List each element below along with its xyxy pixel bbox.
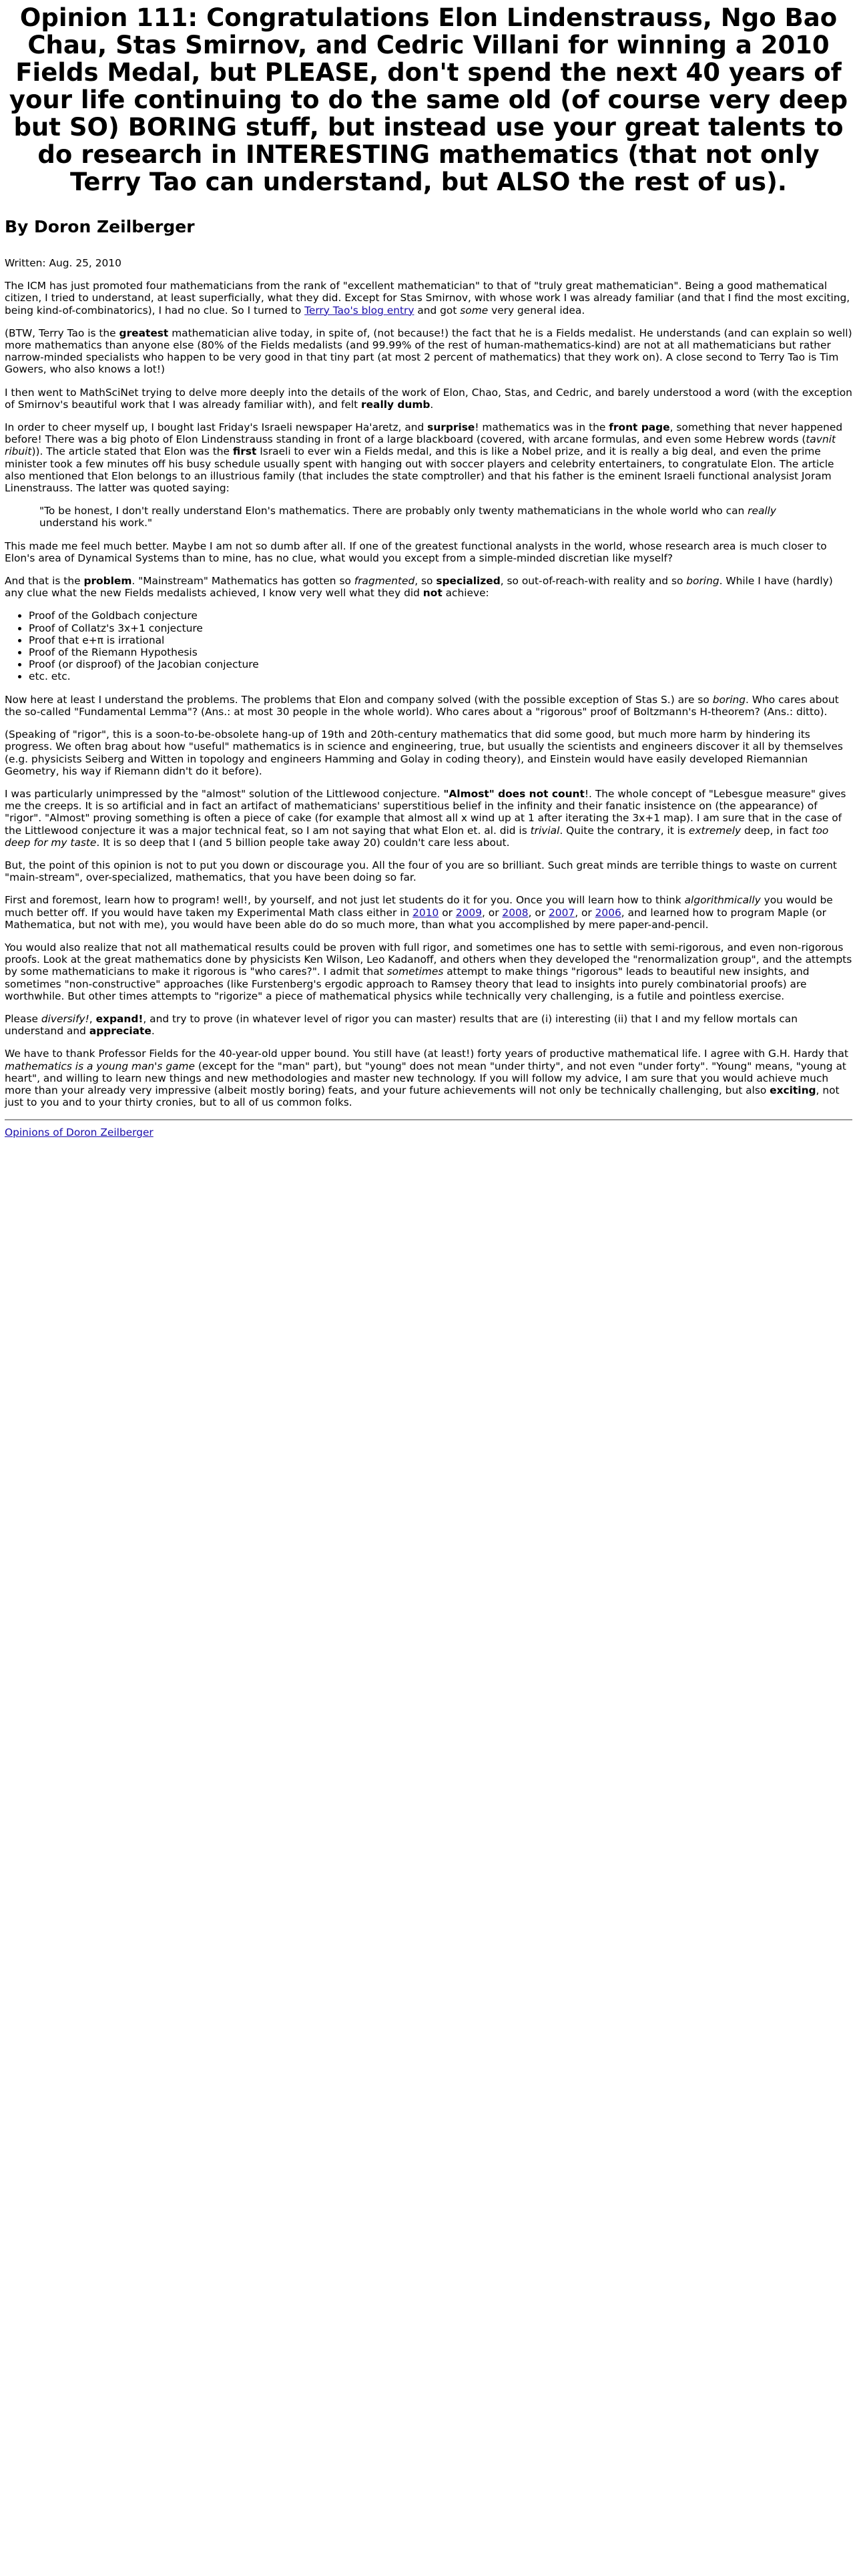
- quote-joram: "To be honest, I don't really understand Elon's mathematics. There are probably only twenty mathematicians in the whole world who can really understand his work.": [39, 505, 777, 529]
- class-2010-link[interactable]: 2010: [412, 906, 439, 919]
- written-date: Written: Aug. 25, 2010: [5, 257, 121, 269]
- paragraph-semi-rigorous: You would also realize that not all mathematical results could be proven with full rigor, and sometimes one has to settle with semi-rigorous, and even non-rigorous proofs. Look at the great mathematics done by physicists Ken Wilson, Leo Kadanoff, and others when they developed the "renormalization group", and the attempts by some mathematicians to make it rigorous is "who cares?". I admit that sometimes attempt to make things "rigorous" leads to beautiful new insights, and sometimes "non-constructive" approaches (like Furstenberg's ergodic approach to Ramsey theory that lead to insights into purely combinatorial proofs) are worthwhile. But other times attempts to "rigorize" a piece of mathematical physics while technically very challenging, is a futile and pointless exercise.: [5, 941, 852, 1002]
- paragraph-point: But, the point of this opinion is not to put you down or discourage you. All the four of you are so brilliant. Such great minds are terrible things to waste on current "main-stream", over-specialized, mathematics, that you have been doing so far.: [5, 859, 837, 884]
- list-item: • Proof of Collatz's 3x+1 conjecture: [29, 622, 852, 634]
- paragraph-problem: And that is the problem. "Mainstream" Mathematics has gotten so fragmented, so specialized, so out-of-reach-with reality and so boring. While I have (hardly) any clue what the new Fields medalists achieved, I know very well what they did not achieve:: [5, 575, 833, 600]
- list-item: • Proof (or disproof) of the Jacobian conjecture: [29, 658, 852, 670]
- class-2006-link[interactable]: 2006: [595, 906, 621, 919]
- class-2008-link[interactable]: 2008: [502, 906, 529, 919]
- not-achieved-list: [5, 610, 852, 682]
- paragraph-terry-tao: (BTW, Terry Tao is the greatest mathematician alive today, in spite of, (not because!) the fact that he is a Fields medalist. He understands (and can explain so well) more mathematics than anyone else (80% of the Fields medalists (and 99.99% of the rest of human-mathematics-kind) are not at all mathematicians but rather narrow-minded specialists who happen to be very good in that tiny part (at most 2 percent of mathematics) that they work on). A close second to Terry Tao is Tim Gowers, who also knows a lot!): [5, 327, 852, 376]
- footer: [5, 1126, 852, 1138]
- list-item: • Proof that e+π is irrational: [29, 634, 852, 646]
- paragraph-hardy: We have to thank Professor Fields for the 40-year-old upper bound. You still have (at least!) forty years of productive mathematical life. I agree with G.H. Hardy that mathematics is a young man's game (except for the "man" part), but "young" does not mean "under thirty", and not even "under forty". "Young" means, "young at heart", and willing to learn new things and new methodologies and master new technology. If you will follow my advice, I am sure that you would achieve much more than your already very impressive (albeit mostly boring) feats, and your future achievements will not only be technically challenging, but also exciting, not just to you and to your thirty cronies, but to all of us common folks.: [5, 1048, 849, 1109]
- footer-divider: [5, 1119, 852, 1120]
- paragraph-littlewood: I was particularly unimpressed by the "almost" solution of the Littlewood conjecture. "Almost" does not count!. The whole concept of "Lebesgue measure" gives me the creeps. It is so artificial and in fact an artifact of mathematicians' superstitious belief in the infinity and their fanatic insistence on (the appearance) of "rigor". "Almost" proving something is often a piece of cake (for example that almost all x wind up at 1 after iterating the 3x+1 map). I am sure that in the case of the Littlewood conjecture it was a major technical feat, so I am not saying that what Elon et. al. did is trivial. Quite the contrary, it is extremely deep, in fact too deep for my taste. It is so deep that I (and 5 billion people take away 20) couldn't care less about.: [5, 787, 846, 849]
- page-title: Opinion 111: Congratulations Elon Lindenstrauss, Ngo Bao Chau, Stas Smirnov, and Cedric Villani for winning a 2010 Fields Medal, but PLEASE, don't spend the next 40 years of your life continuing to do the same old (of course very deep but SO) BORING stuff, but instead use your great talents to do research in INTERESTING mathematics (that not only Terry Tao can understand, but ALSO the rest of us).: [9, 3, 848, 196]
- paragraph-diversify: Please diversify!, expand!, and try to prove (in whatever level of rigor you can master) results that are (i) interesting (ii) that I and my fellow mortals can understand and appreciate.: [5, 1012, 798, 1038]
- class-2009-link[interactable]: 2009: [455, 906, 482, 919]
- paragraph-program: First and foremost, learn how to program! well!, by yourself, and not just let students do it for you. Once you will learn how to think algorithmically you would be much better off. If you would have taken my Experimental Math class either in 2010 or 2009, or 2008, or 2007, or 2006, and learned how to program Maple (or Mathematica, but not with me), you would have been able do do so much more, than what you accomplished by mere paper-and-pencil.: [5, 894, 833, 931]
- list-item: • etc. etc.: [29, 670, 852, 682]
- paragraph-boring-problems: Now here at least I understand the problems. The problems that Elon and company solved (with the possible exception of Stas S.) are so boring. Who cares about the so-called "Fundamental Lemma"? (Ans.: at most 30 people in the whole world). Who cares about a "rigorous" proof of Boltzmann's H-theorem? (Ans.: ditto).: [5, 693, 839, 718]
- paragraph-feel-better: This made me feel much better. Maybe I am not so dumb after all. If one of the greatest functional analysts in the world, whose research area is much closer to Elon's area of Dynamical Systems than to mine, has no clue, what would you except from a simple-minded discretian like myself?: [5, 540, 827, 564]
- list-item: • Proof of the Goldbach conjecture: [29, 610, 852, 622]
- page: [0, 4, 857, 1139]
- list-item: • Proof of the Riemann Hypothesis: [29, 646, 852, 658]
- opinions-index-link[interactable]: Opinions of Doron Zeilberger: [5, 1126, 154, 1139]
- class-2007-link[interactable]: 2007: [549, 906, 575, 919]
- paragraph-mathscinet: I then went to MathSciNet trying to delve more deeply into the details of the work of Elon, Chao, Stas, and Cedric, and barely understood a word (with the exception of Smirnov's beautiful work that I was already familiar with), and felt really dumb.: [5, 386, 852, 411]
- paragraph-rigor: (Speaking of "rigor", this is a soon-to-be-obsolete hang-up of 19th and 20th-century mathematics that did some good, but much more harm by hindering its progress. We often brag about how "useful" mathematics is in science and engineering, true, but usually the scientists and engineers discover it all by themselves (e.g. physicists Seiberg and Witten in topology and engineers Hamming and Golay in coding theory), and Einstein would have easily developed Riemannian Geometry, his way if Riemann didn't do it before).: [5, 728, 843, 777]
- paragraph-haaretz: In order to cheer myself up, I bought last Friday's Israeli newspaper Ha'aretz, and surprise! mathematics was in the front page, something that never happened before! There was a big photo of Elon Lindenstrauss standing in front of a large blackboard (covered, with arcane formulas, and even some Hebrew words (tavnit ribuit)). The article stated that Elon was the first Israeli to ever win a Fields medal, and this is like a Nobel prize, and it is really a big deal, and even the prime minister took a few minutes off his busy schedule usually spent with hanging out with soccer players and celebrity entertainers, to congratulate Elon. The article also mentioned that Elon belongs to an illustrious family (that includes the state comptroller) and that his father is the eminent Israeli functional analysist Joram Linenstrauss. The latter was quoted saying:: [5, 421, 843, 495]
- author-heading: By Doron Zeilberger: [5, 217, 195, 236]
- terry-tao-blog-link[interactable]: Terry Tao's blog entry: [304, 304, 414, 316]
- paragraph-intro: The ICM has just promoted four mathematicians from the rank of "excellent mathematician" to that of "truly great mathematician". Being a good mathematical citizen, I tried to understand, at least superficially, what they did. Except for Stas Smirnov, with whose work I was already familiar (and that I find the most exciting, being kind-of-combinatorics), I had no clue. So I turned to Terry Tao's blog entry and got some very general idea.: [5, 280, 850, 316]
